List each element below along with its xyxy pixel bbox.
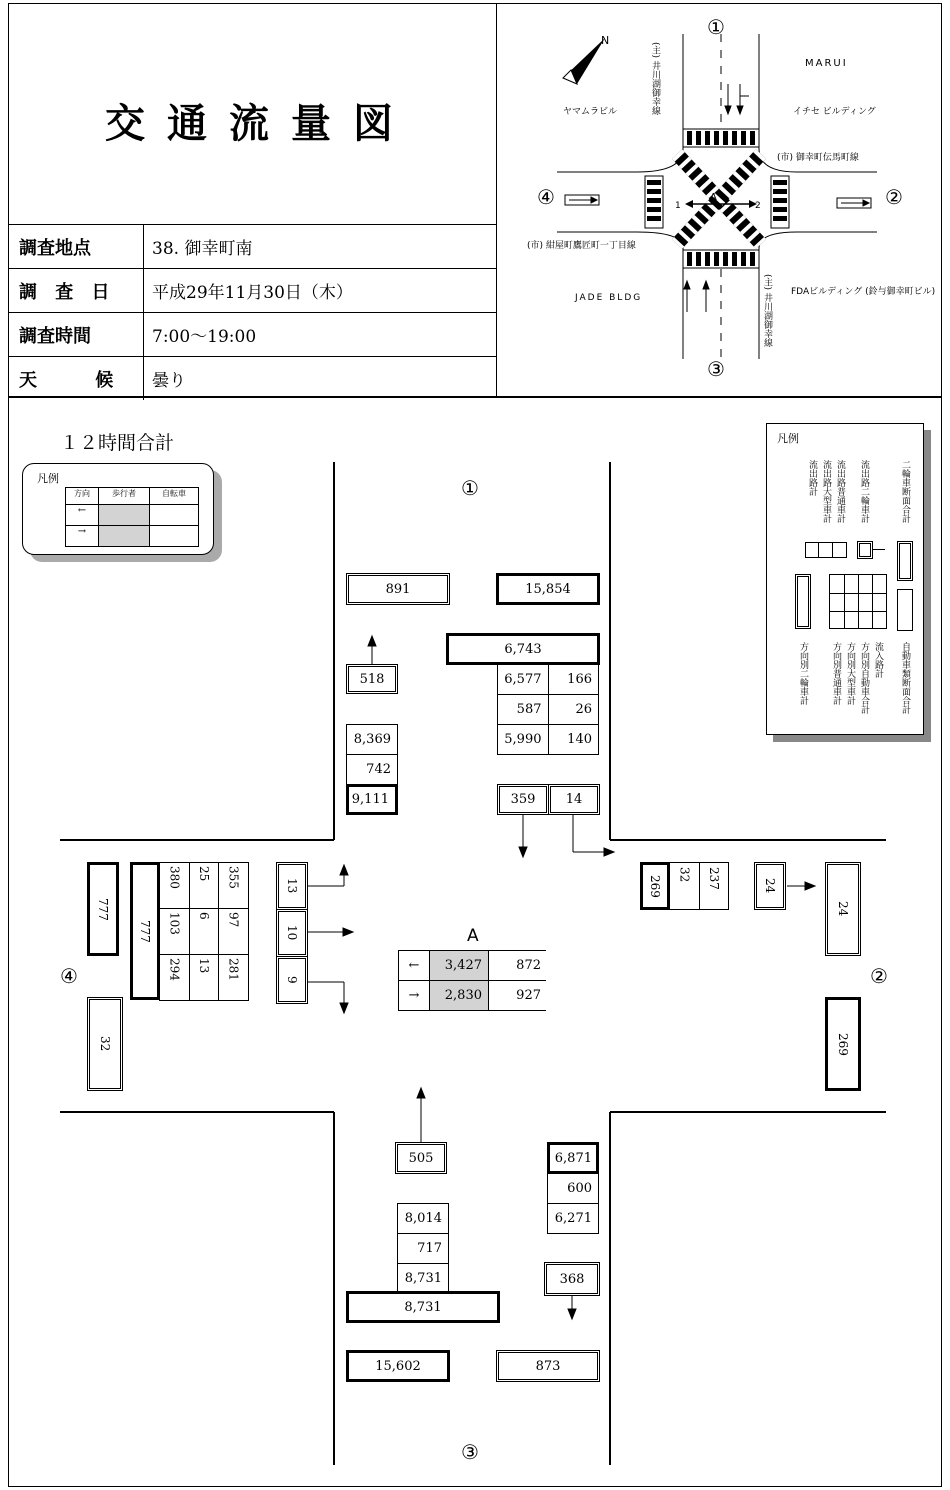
legend-top-label: 流出路大型車計 (821, 460, 831, 523)
ped-arrow-right: → (66, 526, 98, 546)
dir-3: ③ (461, 1440, 479, 1464)
north-in-total: 6,743 (446, 633, 600, 665)
map-dir-4: ④ (537, 185, 555, 209)
west-cell (190, 909, 219, 954)
west-cell (190, 863, 219, 908)
info-value: 7:00〜19:00 (152, 327, 257, 347)
legend-top-label: 流出路計 (807, 460, 817, 496)
crossing-ped: 2,830 (430, 981, 488, 1010)
page-title: 交通流量図 (105, 101, 415, 147)
north-cross-auto: 15,854 (496, 573, 600, 605)
crossing-table (398, 950, 546, 1011)
info-label: 調 査 日 (9, 269, 144, 312)
bldg-jade: JADE BLDG (575, 293, 643, 303)
south-cross-auto: 15,602 (346, 1350, 450, 1382)
legend-bottom-label: 自動車類断面合計 (900, 642, 910, 714)
legend-bottom-label: 流入路計 (873, 642, 883, 678)
south-out-stack (547, 1173, 599, 1234)
info-value: 曇り (152, 371, 186, 391)
crossing-ped: 3,427 (430, 951, 488, 980)
north-mc-right: 14 (548, 784, 600, 815)
crossing-bike: 872 (489, 951, 547, 980)
west-mc-value: 9 (285, 976, 299, 984)
south-in-total: 8,731 (346, 1291, 500, 1323)
west-cell-value: 97 (226, 912, 241, 928)
north-cell: 5,990 (498, 725, 548, 754)
east-mc (754, 862, 786, 910)
north-grid (497, 664, 599, 755)
map-dir-2: ② (885, 185, 903, 209)
south-in-stack (397, 1203, 449, 1294)
north-cell: 6,577 (498, 665, 548, 694)
south-mc: 368 (544, 1262, 600, 1296)
east-cell (670, 863, 699, 909)
legend-top-label: 流出路二輪車計 (859, 460, 869, 523)
east-cross-auto-value: 269 (836, 1032, 850, 1056)
west-cell-value: 281 (226, 958, 241, 981)
east-cell-value: 237 (706, 867, 721, 890)
north-out-large: 742 (347, 755, 397, 784)
crossing-dir: → (399, 981, 429, 1010)
ped-arrow-left: ← (66, 505, 98, 525)
west-in-total-value: 777 (138, 919, 152, 943)
north-label: N (601, 34, 610, 47)
main-legend-title: 凡例 (777, 432, 799, 445)
info-label: 調査地点 (9, 225, 144, 268)
road-label-right: (市) 御幸町伝馬町線 (777, 153, 859, 163)
ped-header-dir: 方向 (66, 488, 98, 504)
west-cell (160, 909, 189, 954)
west-cell-value: 294 (167, 958, 182, 981)
info-value: 平成29年11月30日（木） (152, 283, 353, 303)
west-cell-value: 25 (196, 866, 211, 882)
north-mc-left: 359 (497, 784, 549, 815)
west-mc-3 (276, 956, 308, 1004)
bldg-ichise: イチセ ビルディング (793, 107, 876, 117)
west-cell (160, 863, 189, 908)
west-grid (159, 862, 249, 1001)
section-title: １２時間合計 (60, 432, 175, 454)
bldg-yamamura: ヤマムラビル (563, 107, 618, 117)
west-cell (219, 909, 248, 954)
north-cell: 26 (549, 695, 599, 724)
xing-label-1: 1 (675, 201, 681, 211)
north-cell: 140 (549, 725, 599, 754)
west-cell (160, 955, 189, 1000)
legend-bottom-label: 方向別大型車計 (845, 642, 855, 705)
west-mc-value: 10 (285, 925, 299, 941)
east-cell (700, 863, 729, 909)
south-out-total: 6,871 (547, 1142, 599, 1174)
dir-1: ① (461, 476, 479, 500)
west-cross-2w-value: 777 (96, 897, 110, 921)
crossing-dir: ← (399, 951, 429, 980)
north-cell: 587 (498, 695, 548, 724)
dir-2: ② (870, 964, 888, 988)
legend-top-label: 二輪車断面合計 (900, 460, 910, 523)
south-in-cell: 8,014 (398, 1204, 448, 1233)
west-mc-2 (276, 909, 308, 957)
xing-label-a: A (710, 192, 717, 203)
west-cell (219, 863, 248, 908)
west-cell (190, 955, 219, 1000)
west-cell-value: 6 (196, 912, 211, 920)
legend-bottom-label: 方向別普通車計 (831, 642, 841, 705)
east-cross-2w-value: 24 (836, 901, 850, 917)
xing-label-2: 2 (755, 201, 761, 211)
south-in-cell: 8,731 (398, 1264, 448, 1293)
south-cross-2w: 873 (496, 1350, 600, 1382)
north-out-total: 8,369 (347, 725, 397, 754)
west-mc-1 (276, 862, 308, 910)
map-dir-1: ① (707, 15, 725, 39)
crossing-label: A (467, 926, 479, 946)
info-label: 天 候 (9, 357, 144, 400)
north-out-regular: 9,111 (346, 784, 398, 815)
road-label-bottom: (主) 井川湖御幸線 (762, 274, 772, 347)
info-value: 38. 御幸町南 (152, 239, 253, 259)
bldg-marui: MARUI (805, 58, 848, 69)
north-cross-2w: 891 (346, 573, 450, 605)
dir-4: ④ (60, 964, 78, 988)
west-cross-auto (87, 997, 123, 1091)
east-mc-value: 24 (763, 878, 777, 894)
east-cross-auto (825, 997, 861, 1091)
west-cell (219, 955, 248, 1000)
north-cell: 166 (549, 665, 599, 694)
north-out-2w: 518 (346, 664, 398, 694)
south-out-large: 600 (548, 1174, 598, 1203)
south-out-2w: 505 (395, 1142, 447, 1174)
west-mc-value: 13 (285, 878, 299, 894)
west-in-total (130, 862, 160, 1000)
road-label-left: (市) 紺屋町鷹匠町一丁目線 (527, 241, 636, 251)
east-cell-value: 32 (677, 867, 692, 883)
ped-legend-title: 凡例 (37, 472, 59, 485)
west-cell-value: 355 (226, 866, 241, 889)
info-label: 調査時間 (9, 313, 144, 356)
west-cross-2w (87, 862, 119, 956)
east-grid (669, 862, 729, 910)
legend-top-label: 流出路普通車計 (835, 460, 845, 523)
legend-bottom-label: 方向別二輪車計 (798, 642, 808, 705)
ped-header-ped: 歩行者 (99, 488, 149, 504)
west-cross-auto-value: 32 (98, 1036, 112, 1052)
map-dir-3: ③ (707, 357, 725, 381)
west-cell-value: 380 (167, 866, 182, 889)
crossing-bike: 927 (489, 981, 547, 1010)
south-out-regular: 6,271 (548, 1204, 598, 1233)
west-cell-value: 103 (167, 912, 182, 935)
legend-bottom-label: 方向別自動車合計 (859, 642, 869, 714)
south-in-cell: 717 (398, 1234, 448, 1263)
east-in-total (640, 862, 670, 910)
ped-header-bike: 自転車 (150, 488, 198, 504)
east-in-total-value: 269 (648, 874, 662, 898)
west-cell-value: 13 (196, 958, 211, 974)
bldg-fda: FDAビルディング (鈴与御幸町ビル) (791, 287, 936, 297)
east-cross-2w (825, 862, 861, 956)
north-out-stack (346, 724, 398, 785)
road-label-top: (主) 井川湖御幸線 (650, 42, 660, 115)
